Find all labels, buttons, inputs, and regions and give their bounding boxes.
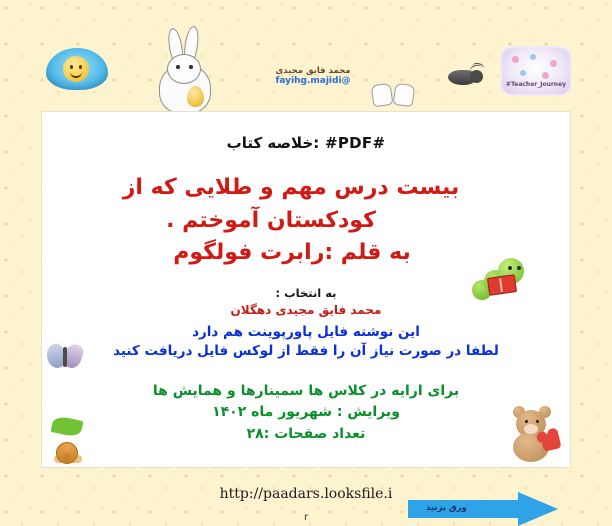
bug-head — [470, 70, 483, 83]
page-number: r — [303, 512, 309, 523]
selection-label: به انتخاب : — [275, 285, 337, 300]
snail-shell — [56, 442, 78, 464]
smiley-eye-left — [70, 65, 73, 69]
author-email: fayihg.majidi@ — [275, 76, 351, 86]
bug-icon — [440, 62, 486, 90]
next-page-button[interactable] — [408, 492, 558, 526]
flower-dot — [520, 70, 526, 76]
butterfly-body — [63, 347, 67, 367]
bear-eye-right — [536, 420, 539, 423]
footer-line-3: تعداد صفحات :۲۸ — [246, 426, 366, 443]
headline-line-2: کودکستان آموختم . — [166, 207, 376, 233]
flower-dot — [542, 72, 549, 79]
book-icon — [487, 274, 517, 296]
teddy-bear-icon — [496, 404, 572, 466]
headline-line-1: بیست درس مهم و طلایی که از — [122, 175, 460, 200]
flower-dot — [512, 56, 519, 63]
next-page-label: ورق بزنید — [426, 503, 467, 513]
bookworm-icon — [470, 250, 532, 306]
butterfly-icon — [46, 340, 86, 374]
smiley-face — [63, 56, 89, 82]
worm-eye-left — [508, 266, 512, 270]
bear-eye-left — [525, 420, 528, 423]
hands-icon — [370, 78, 418, 108]
bunny-eye-left — [176, 65, 180, 69]
teacher-journey-label: #Teacher_Journey — [505, 81, 567, 88]
teacher-journey-icon — [502, 48, 570, 94]
note-line-2: لطفا در صورت نیاز آن را فقط از لوکس فایل دریافت کنید — [113, 342, 499, 359]
flower-dot — [550, 60, 557, 67]
kicker-text: #PDF# :خلاصه کتاب — [226, 134, 386, 152]
hand-left — [371, 83, 394, 108]
heart-icon — [541, 432, 562, 451]
bear-muzzle — [524, 424, 538, 434]
hand-right — [393, 83, 416, 108]
footer-block — [42, 381, 570, 446]
bunny-eye-right — [189, 65, 193, 69]
note-line-1: این نوشته فایل پاورپوینت هم دارد — [192, 323, 420, 340]
smiley-icon — [46, 48, 108, 90]
author-name: محمد فایق مجیدی — [275, 66, 351, 76]
footer-line-1: برای ارایه در کلاس ها سمینارها و همایش ها — [152, 382, 460, 399]
flower-dot — [530, 54, 536, 60]
worm-eye-right — [517, 266, 521, 270]
snail-icon — [52, 440, 86, 464]
footer-line-2: ویرایش : شهریور ماه ۱۴۰۲ — [212, 404, 400, 421]
bunny-head — [167, 54, 201, 84]
source-url: http://paadars.looksfile.i — [219, 486, 393, 502]
headline-line-3: به قلم :رابرت فولگوم — [173, 240, 411, 266]
selector-name: محمد فایق مجیدی دهگلان — [230, 302, 382, 317]
smiley-eye-right — [79, 65, 82, 69]
egg-icon — [187, 86, 204, 107]
bunny-icon — [145, 30, 225, 116]
author-credit — [253, 66, 373, 86]
